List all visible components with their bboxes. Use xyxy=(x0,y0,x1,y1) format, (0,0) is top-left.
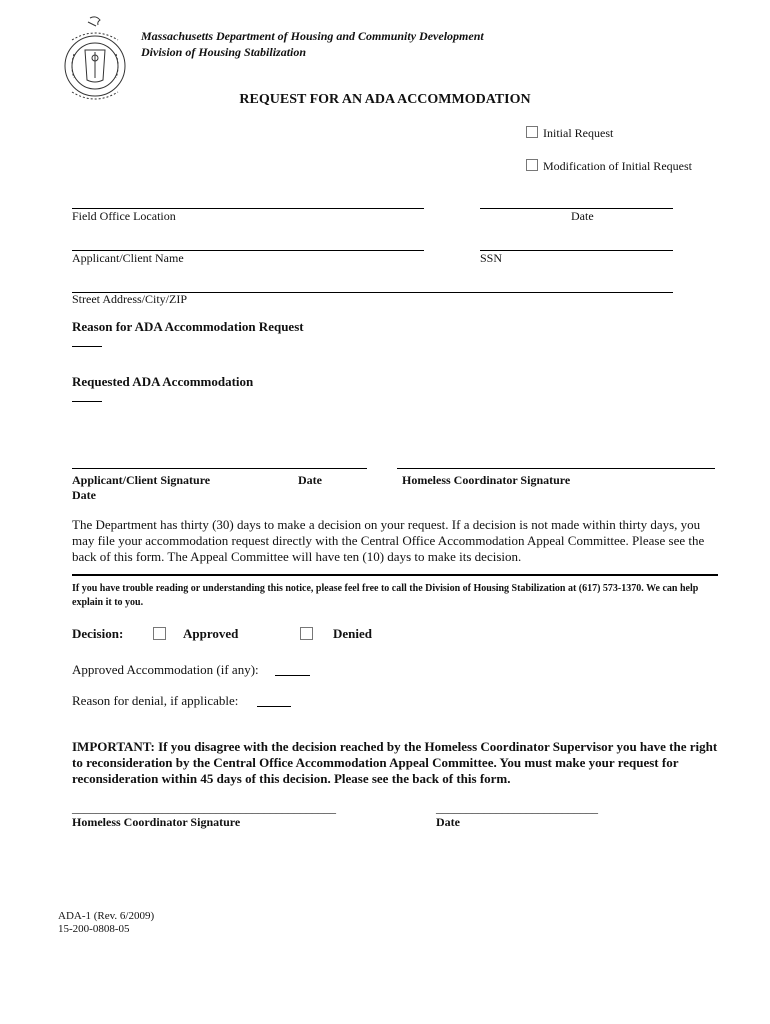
requested-input[interactable] xyxy=(72,401,102,402)
approved-accommodation-label: Approved Accommodation (if any): xyxy=(72,662,259,677)
final-date-input[interactable]: ___________________________ xyxy=(436,801,598,815)
form-footer xyxy=(58,910,154,936)
applicant-signature-label: Applicant/Client Signature xyxy=(72,473,211,487)
division-name: Division of Housing Stabilization xyxy=(141,45,307,59)
denied-checkbox[interactable] xyxy=(300,627,313,640)
approved-accommodation-input[interactable] xyxy=(275,675,310,676)
address-label: Street Address/City/ZIP xyxy=(72,292,187,306)
approved-label: Approved xyxy=(183,626,239,641)
denied-label: Denied xyxy=(333,626,372,641)
important-paragraph: IMPORTANT: If you disagree with the decision reached by the Homeless Coordinator Supervisor you have the right to reconsideration by the Central Office Accommodation Appeal Committee. You must make your request for reconsideration within 45 days of this decision. Please see the back of this form. xyxy=(72,739,718,786)
page-title: REQUEST FOR AN ADA ACCOMMODATION xyxy=(239,92,531,107)
policy-paragraph: The Department has thirty (30) days to make a decision on your request. If a decision is not made within thirty days, you may file your accommodation request directly with the Central Office Accommodation Appeal Committee. Please see the back of this form. The Appeal Committee will have ten (10) days to make its decision. xyxy=(72,517,705,564)
agency-header xyxy=(141,28,484,60)
date-label: Date xyxy=(571,209,594,223)
reason-heading: Reason for ADA Accommodation Request xyxy=(72,319,304,334)
agency-name: Massachusetts Department of Housing and Community Development xyxy=(141,29,484,43)
final-date-label: Date xyxy=(436,815,460,829)
reason-denial-label: Reason for denial, if applicable: xyxy=(72,693,239,708)
applicant-name-label: Applicant/Client Name xyxy=(72,251,184,265)
approved-checkbox[interactable] xyxy=(153,627,166,640)
final-coordinator-signature-label: Homeless Coordinator Signature xyxy=(72,815,241,829)
requested-heading: Requested ADA Accommodation xyxy=(72,374,254,389)
form-id: ADA-1 (Rev. 6/2009) xyxy=(58,910,155,922)
reason-denial-input[interactable] xyxy=(257,706,291,707)
reason-input[interactable] xyxy=(72,346,102,347)
ssn-input[interactable] xyxy=(480,250,673,251)
applicant-signature-date-label: Date xyxy=(298,473,322,487)
ssn-label: SSN xyxy=(480,251,503,265)
help-notice: If you have trouble reading or understanding this notice, please feel free to call the Division of Housing Stabilization at (617) 573-1370. We can help explain it to you. xyxy=(72,583,699,608)
divider xyxy=(72,574,718,576)
coordinator-signature-input[interactable] xyxy=(397,468,715,469)
applicant-date-label: Date xyxy=(72,488,96,502)
field-office-label: Field Office Location xyxy=(72,209,176,223)
initial-request-label: Initial Request xyxy=(543,126,614,140)
modification-request-checkbox[interactable] xyxy=(526,159,538,171)
decision-label: Decision: xyxy=(72,626,124,641)
initial-request-checkbox[interactable] xyxy=(526,126,538,138)
applicant-signature-input[interactable] xyxy=(72,468,367,469)
coordinator-signature-label: Homeless Coordinator Signature xyxy=(402,473,571,487)
form-code: 15-200-0808-05 xyxy=(58,923,130,935)
modification-request-label: Modification of Initial Request xyxy=(543,159,692,173)
state-seal xyxy=(60,14,130,104)
final-coordinator-signature-input[interactable]: ____________________________________________ xyxy=(72,801,336,815)
